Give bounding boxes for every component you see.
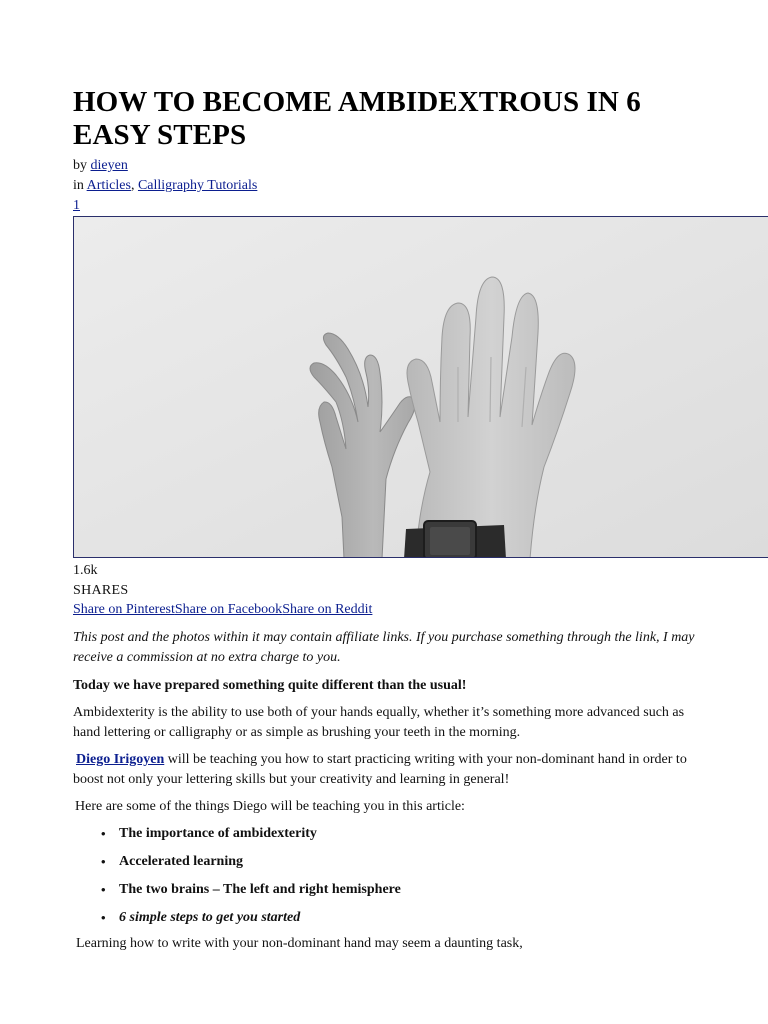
category-separator: , [130, 178, 135, 193]
list-item-text: The two brains – The left and right hemisphere [119, 882, 401, 897]
share-label: SHARES [73, 583, 129, 598]
category-link-calligraphy-tutorials[interactable]: Calligraphy Tutorials [137, 178, 258, 193]
category-line [73, 177, 257, 195]
list-item [95, 880, 401, 908]
affiliate-disclaimer: This post and the photos within it may contain affiliate links. If you purchase something through the link, I may receive a commission at no extra charge to you. [73, 630, 695, 665]
bullet-icon: • [101, 854, 106, 869]
lead-paragraph: Today we have prepared something quite different than the usual! [73, 678, 467, 693]
article-title: HOW TO BECOME AMBIDEXTROUS IN 6 EASY STEPS [73, 86, 641, 151]
diego-paragraph-text: will be teaching you how to start practicing writing with your non-dominant hand in order to boost not only your lettering skills but your creativity and learning in general! [73, 752, 687, 787]
things-intro: Here are some of the things Diego will be teaching you in this article: [75, 799, 465, 814]
byline [73, 157, 128, 175]
comment-count [73, 197, 80, 215]
diego-paragraph [73, 750, 698, 789]
list-item [95, 824, 401, 852]
author-link[interactable]: dieyen [90, 158, 128, 173]
bullet-icon: • [101, 882, 106, 897]
intro-paragraph: Ambidexterity is the ability to use both of your hands equally, whether it’s something more advanced such as hand lettering or calligraphy or as simple as brushing your teeth in the morning. [73, 705, 685, 740]
hero-image [73, 216, 768, 558]
list-item-text: Accelerated learning [119, 854, 244, 869]
share-links [73, 601, 372, 619]
bullet-icon: • [101, 826, 106, 841]
list-item [95, 852, 401, 880]
category-link-articles[interactable]: Articles [86, 178, 131, 193]
comment-count-link[interactable]: 1 [73, 198, 80, 213]
share-facebook-link[interactable]: Share on Facebook [174, 602, 283, 617]
bullet-icon: • [101, 910, 106, 925]
topics-list [95, 824, 401, 936]
list-item-text: The importance of ambidexterity [119, 826, 317, 841]
list-item [95, 908, 401, 936]
closing-paragraph: Learning how to write with your non-dominant hand may seem a daunting task, [76, 936, 523, 951]
category-prefix: in [73, 178, 84, 193]
byline-prefix: by [73, 158, 87, 173]
share-pinterest-link[interactable]: Share on Pinterest [73, 602, 175, 617]
share-reddit-link[interactable]: Share on Reddit [282, 602, 373, 617]
share-count: 1.6k [73, 563, 98, 578]
raised-hands-photo-icon [74, 217, 768, 558]
list-item-text: 6 simple steps to get you started [119, 910, 301, 925]
diego-irigoyen-link[interactable]: Diego Irigoyen [76, 752, 165, 767]
